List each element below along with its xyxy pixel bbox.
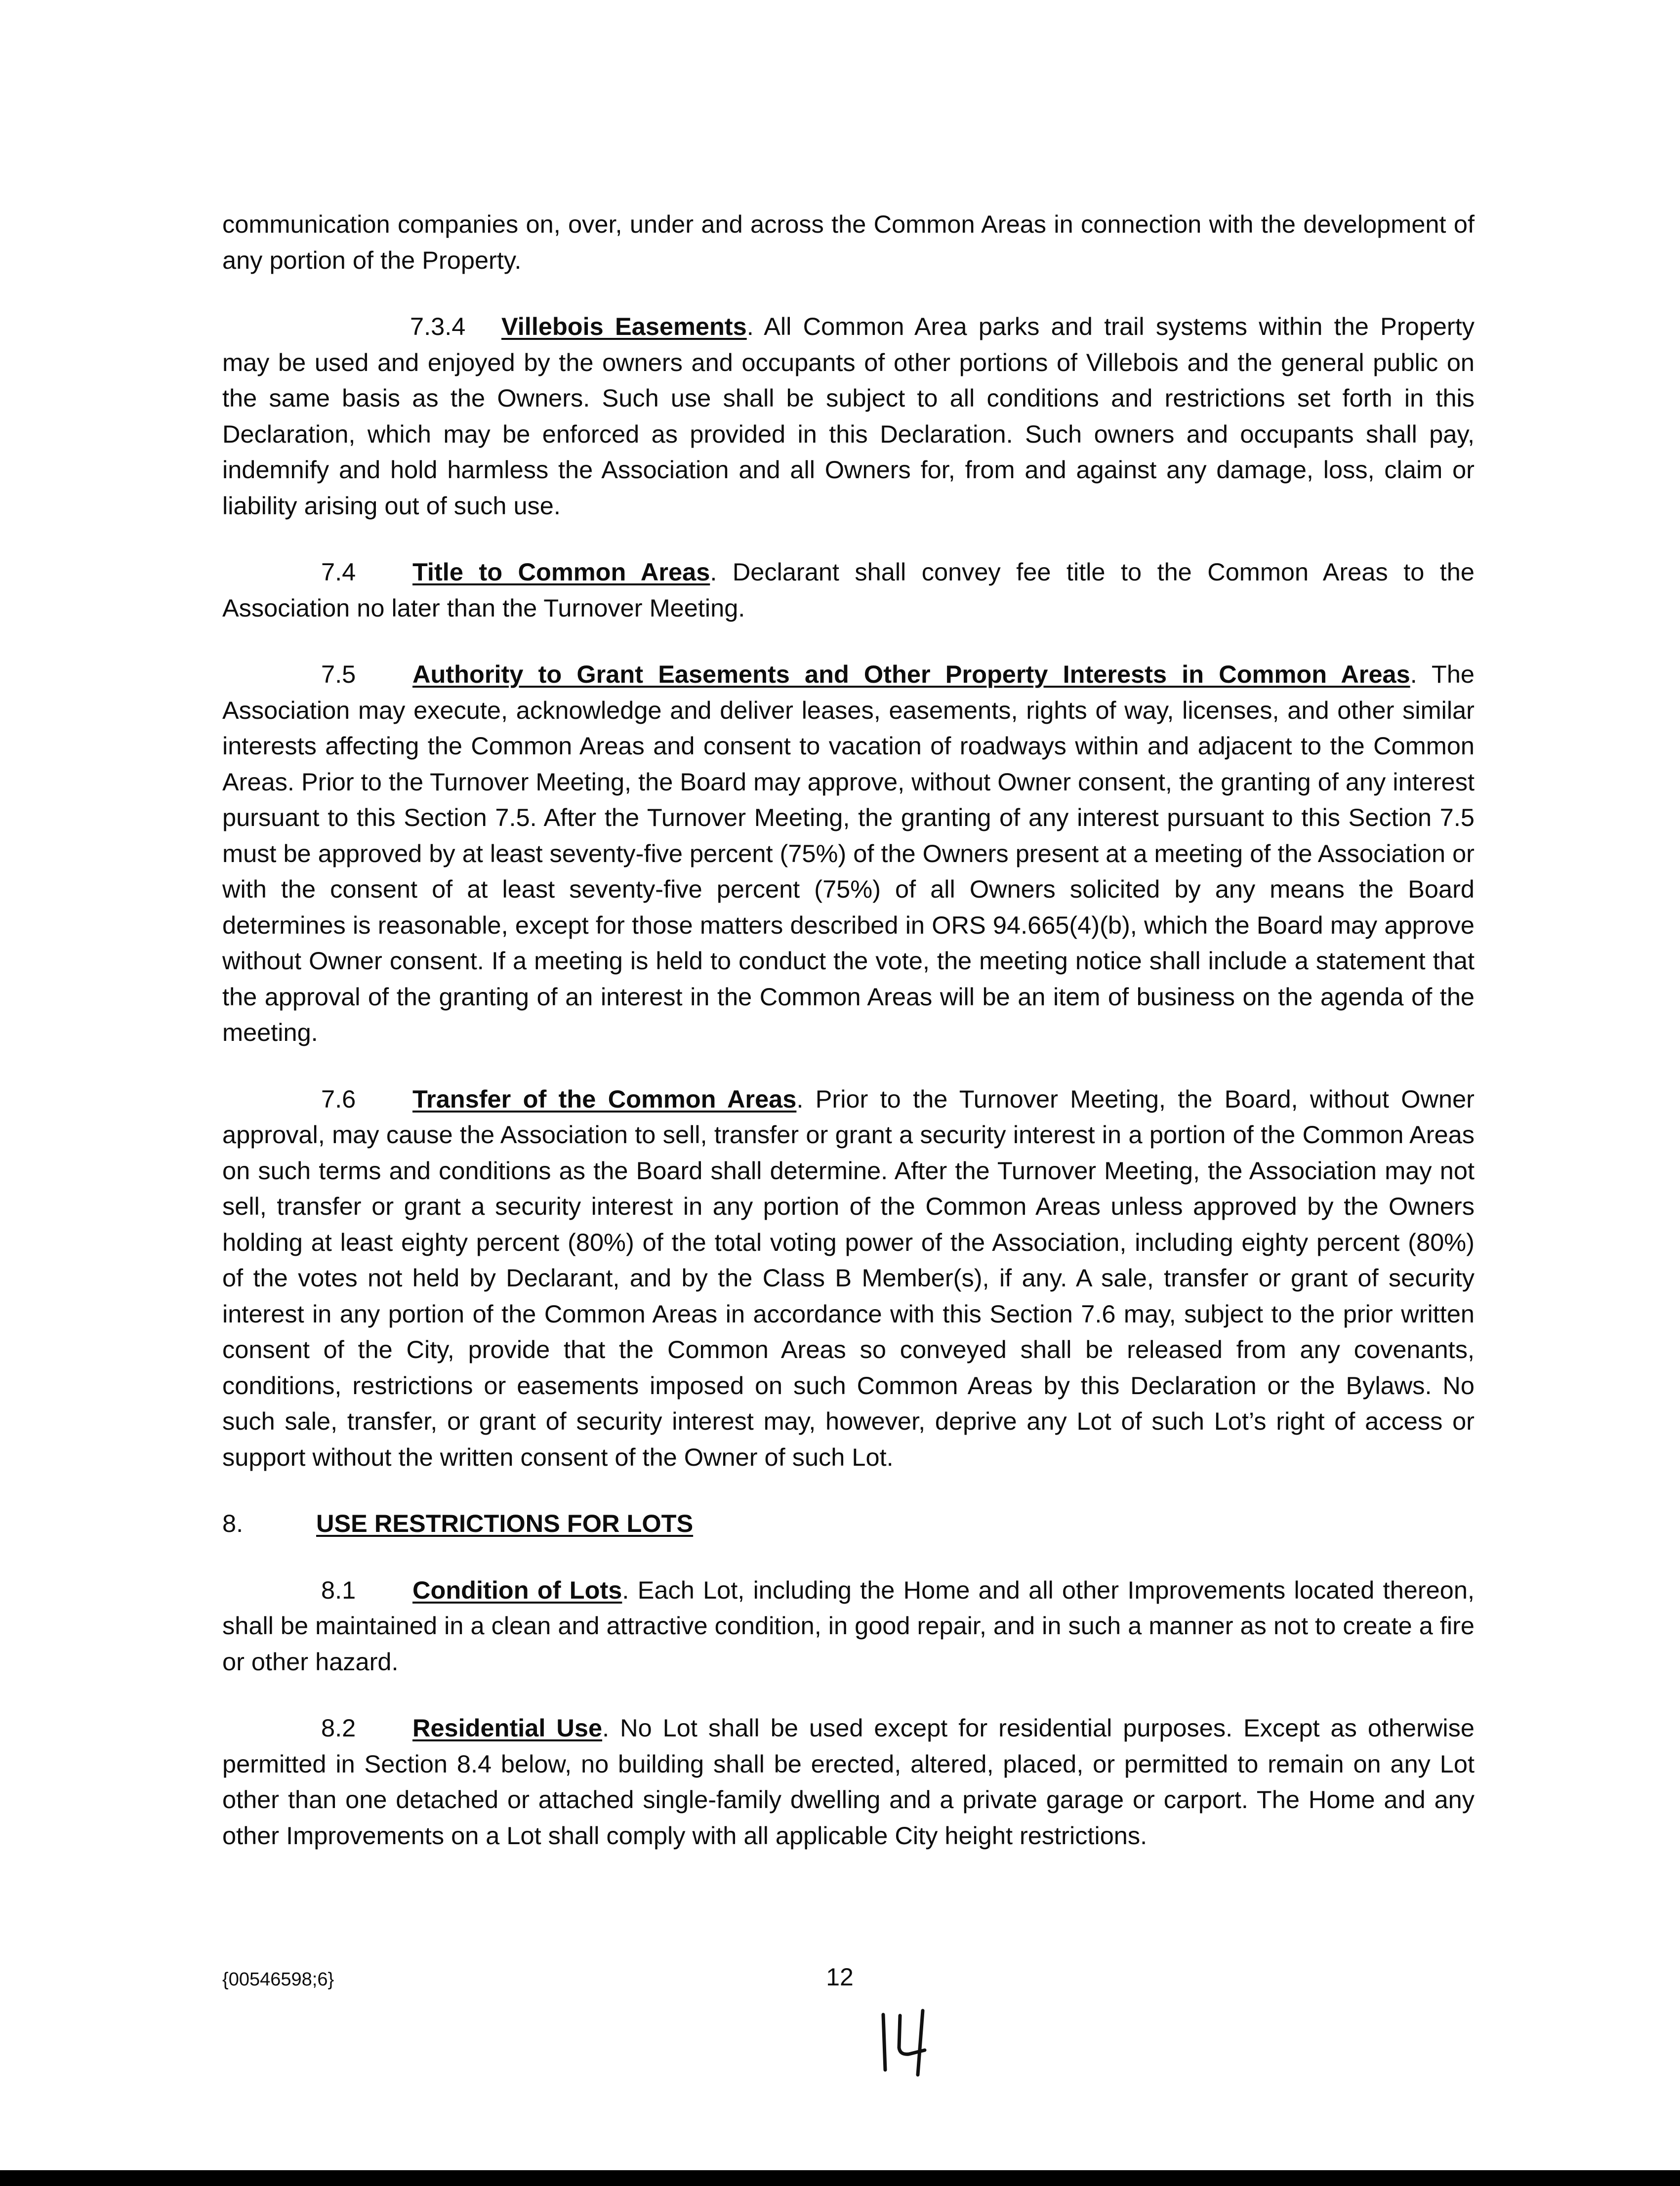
section-number: 7.5	[321, 660, 356, 688]
section-7-5	[222, 657, 1475, 1051]
heading-number: 8.	[222, 1509, 244, 1537]
section-title: Transfer of the Common Areas	[412, 1084, 797, 1113]
section-8-2	[222, 1710, 1475, 1854]
section-title: Title to Common Areas	[412, 558, 710, 586]
document-id: {00546598;6}	[222, 1969, 334, 1990]
document-body	[222, 206, 1475, 1884]
heading-title: USE RESTRICTIONS FOR LOTS	[316, 1509, 694, 1537]
section-text: . Declarant shall convey fee title to the Common Areas to the Association no later than the Turnover Meeting.	[222, 558, 1475, 622]
section-text: . Prior to the Turnover Meeting, the Board, without Owner approval, may cause the Association to sell, transfer or grant a security interest in a portion of the Common Areas on such terms and conditions as the Board shall determine. After the Turnover Meeting, the Association may not sell, transfer or grant a security interest in any portion of the Common Areas unless approved by the Owners holding at least eighty percent (80%) of the total voting power of the Association, including eighty percent (80%) of the votes not held by Declarant, and by the Class B Member(s), if any. A sale, transfer or grant of security interest in any portion of the Common Areas in accordance with this Section 7.6 may, subject to the prior written consent of the City, provide that the Common Areas so conveyed shall be released from any covenants, conditions, restrictions or easements imposed on such Common Areas by this Declaration or the Bylaws. No such sale, transfer, or grant of security interest may, however, deprive any Lot of such Lot’s right of access or support without the written consent of the Owner of such Lot.	[222, 1084, 1475, 1471]
handwritten-page-mark	[874, 2001, 943, 2080]
section-number: 7.3.4	[410, 312, 466, 340]
section-7-4	[222, 554, 1475, 626]
section-8-heading	[222, 1506, 1475, 1542]
section-number: 7.4	[321, 558, 356, 586]
section-text: . All Common Area parks and trail systems within the Property may be used and enjoyed by the owners and occupants of other portions of Villebois and the general public on the same basis as the Owners. Such use shall be subject to all conditions and restrictions set forth in this Declaration, which may be enforced as provided in this Declaration. Such owners and occupants shall pay, indemnify and hold harmless the Association and all Owners for, from and against any damage, loss, claim or liability arising out of such use.	[222, 312, 1475, 520]
section-title: Residential Use	[412, 1714, 603, 1742]
page-number: 12	[826, 1963, 854, 1991]
section-text: . No Lot shall be used except for residential purposes. Except as otherwise permitted in Section 8.4 below, no building shall be erected, altered, placed, or permitted to remain on any Lot other than one detached or attached single-family dwelling and a private garage or carport. The Home and any other Improvements on a Lot shall comply with all applicable City height restrictions.	[222, 1714, 1475, 1850]
section-number: 8.1	[321, 1575, 356, 1604]
section-7-6	[222, 1081, 1475, 1476]
scan-bottom-edge	[0, 2170, 1680, 2186]
continuation-paragraph: communication companies on, over, under and across the Common Areas in connection with the development of any portion of the Property.	[222, 210, 1475, 274]
section-title: Condition of Lots	[412, 1575, 622, 1604]
section-8-1	[222, 1572, 1475, 1680]
section-text: . The Association may execute, acknowledge and deliver leases, easements, rights of way, licenses, and other similar interests affecting the Common Areas and consent to vacation of roadways within and adjacent to the Common Areas. Prior to the Turnover Meeting, the Board may approve, without Owner consent, the granting of any interest pursuant to this Section 7.5. After the Turnover Meeting, the granting of any interest pursuant to this Section 7.5 must be approved by at least seventy-five percent (75%) of the Owners present at a meeting of the Association or with the consent of at least seventy-five percent (75%) of all Owners solicited by any means the Board determines is reasonable, except for those matters described in ORS 94.665(4)(b), which the Board may approve without Owner consent. If a meeting is held to conduct the vote, the meeting notice shall include a statement that the approval of the granting of an interest in the Common Areas will be an item of business on the agenda of the meeting.	[222, 660, 1475, 1046]
section-number: 8.2	[321, 1714, 356, 1742]
section-title: Villebois Easements	[501, 312, 747, 340]
section-number: 7.6	[321, 1084, 356, 1113]
section-title: Authority to Grant Easements and Other Property Interests in Common Areas	[412, 660, 1410, 688]
section-text: . Each Lot, including the Home and all other Improvements located thereon, shall be maintained in a clean and attractive condition, in good repair, and in such a manner as not to create a fire or other hazard.	[222, 1575, 1475, 1676]
section-7-3-4	[222, 309, 1475, 524]
